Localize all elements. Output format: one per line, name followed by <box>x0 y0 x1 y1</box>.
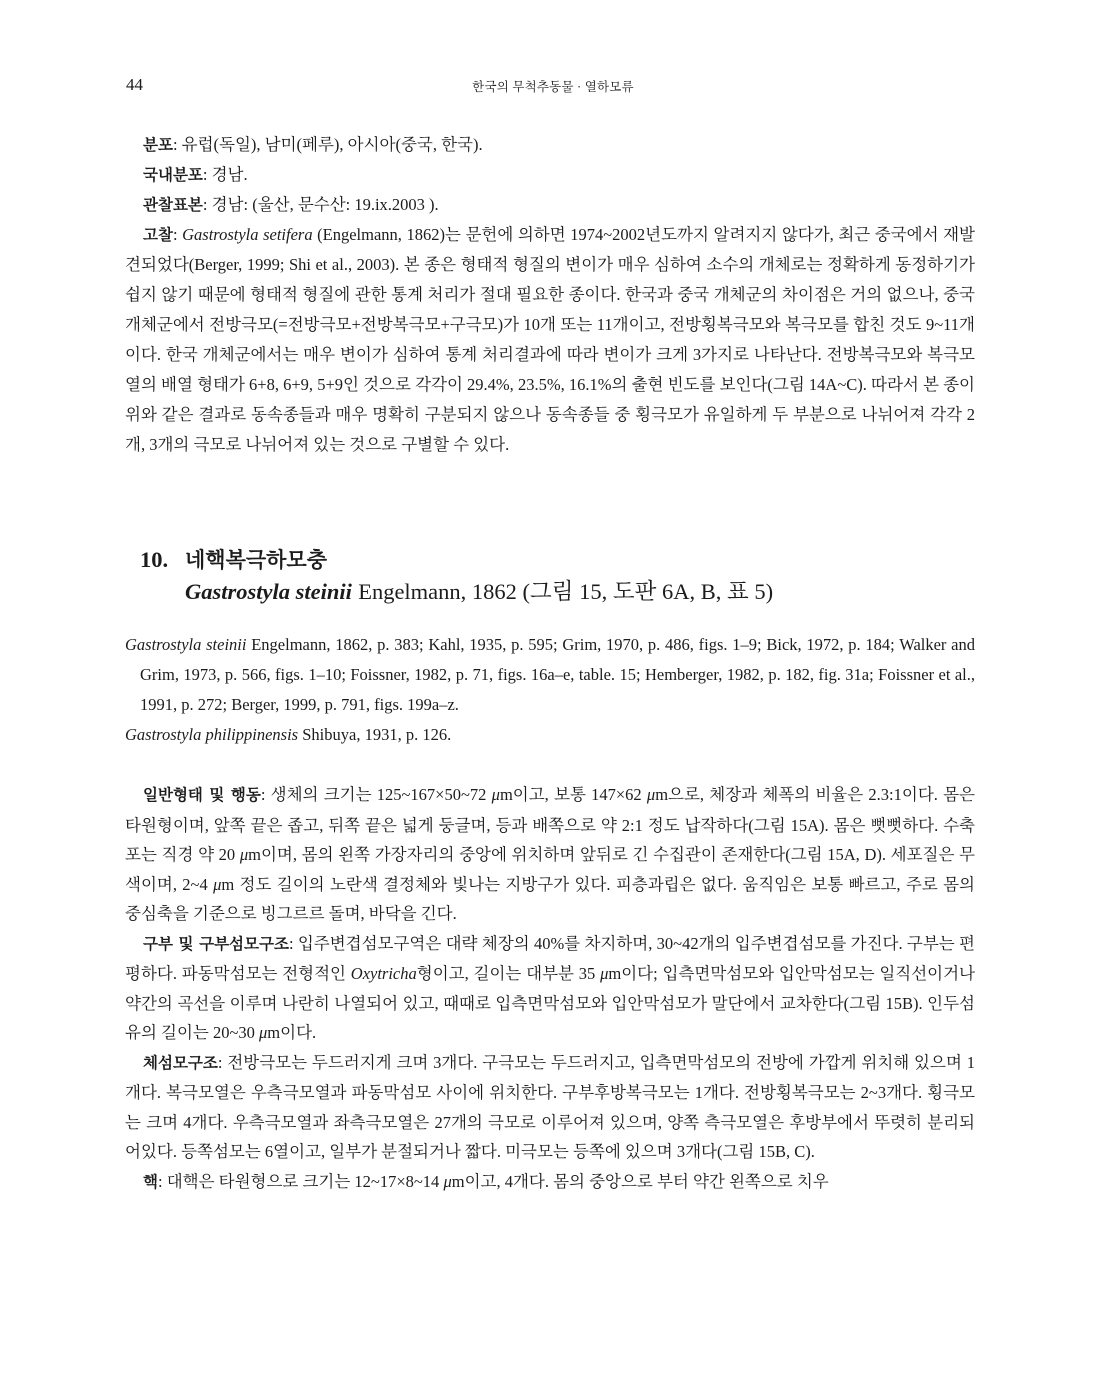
species-heading <box>125 544 975 608</box>
text-run: m이고, 보통 147×62 <box>499 785 647 804</box>
section-label: 핵 <box>143 1172 158 1191</box>
distribution-paragraph <box>125 130 975 160</box>
oral-apparatus-paragraph <box>125 929 975 1048</box>
section-label: 구부 및 구부섬모구조 <box>143 934 289 953</box>
italic-text: μ <box>443 1171 452 1191</box>
previous-species-section <box>125 130 975 460</box>
page-body <box>125 130 975 1197</box>
text-run: Shibuya, 1931, p. 126. <box>298 725 452 744</box>
section-label: 고찰 <box>143 226 173 244</box>
text-run: 형이고, 길이는 대부분 35 <box>416 964 601 983</box>
synonymy-entry <box>125 720 975 750</box>
text-run: Engelmann, 1862, p. 383; Kahl, 1935, p. 595; Grim, 1970, p. 486, figs. 1–9; Bick, 1972, p. 184; Walker and Grim, 1973, p. 566, figs. 1–10; Foissner, 1982, p. 71, figs. 16a–e, table. 15; Hemberger, 1982, p. 182, fig. 31a; Foissner et al., 1991, p. 272; Berger, 1999, p. 791, figs. 199a–z. <box>140 635 975 714</box>
section-label: 체섬모구조 <box>143 1053 218 1072</box>
italic-text: Gastrostyla philippinensis <box>125 725 299 744</box>
text-run: (Engelmann, 1862)는 문헌에 의하면 1974~2002년도까지 알려지지 않다가, 최근 중국에서 재발견되었다(Berger, 1999; Shi et al., 2003). 본 종은 형태적 형질의 변이가 매우 심하여 소수의 개체로는 정확하게 동정하기가 쉽지 않기 때문에 형태적 형질에 관한 통계 처리가 절대 필요한 종이다. 한국과 중국 개체군의 차이점은 거의 없으나, 중국 개체군에서 전방극모(=전방극모+전방복극모+구극모)가 10개 또는 11개이고, 전방횡복극모와 복극모를 합친 것도 9~11개이다. 한국 개체군에서는 매우 변이가 심하여 통계 처리결과에 따라 변이가 크게 3가지로 나타난다. 전방복극모와 복극모열의 배열 형태가 6+8, 6+9, 5+9인 것으로 각각이 29.4%, 23.5%, 16.1%의 출현 빈도를 보인다(그림 14A~C). 따라서 본 종이 위와 같은 결과로 동속종들과 매우 명확히 구분되지 않으나 동속종들 중 횡극모가 유일하게 두 부분으로 나뉘어져 각각 2개, 3개의 극모로 나뉘어져 있는 것으로 구별할 수 있다. <box>125 225 975 454</box>
scientific-name: Gastrostyla steinii <box>185 579 352 604</box>
italic-text: Oxytricha <box>350 964 417 983</box>
species-entry <box>125 544 975 1197</box>
text-run: : 대핵은 타원형으로 크기는 12~17×8~14 <box>157 1171 444 1191</box>
species-number: 10. <box>140 547 169 572</box>
species-description <box>125 780 975 1197</box>
text-run: : <box>172 225 183 244</box>
general-morphology-paragraph <box>125 780 975 929</box>
remarks-paragraph <box>125 220 975 460</box>
text-run: : 경남: (울산, 문수산: 19.ix.2003 ). <box>202 195 439 214</box>
running-header: 한국의 무척추동물 · 열하모류 <box>472 80 634 94</box>
text-run: m이며, 몸의 왼쪽 가장자리의 중앙에 위치하며 앞뒤로 긴 수집관이 존재한다(그림 15A, D). 세포질은 무색이며, 2~4 <box>125 845 975 894</box>
text-run: m이다; 입측면막섬모와 입안막섬모는 일직선이거나 약간의 곡선을 이루며 나란히 나열되어 있고, 때때로 입측면막섬모와 입안막섬모가 말단에서 교차한다(그림 15B). 인두섬유의 길이는 20~30 <box>125 964 975 1042</box>
synonymy-entry <box>125 630 975 720</box>
italic-text: μ <box>239 845 249 864</box>
italic-text: Gastrostyla setifera <box>182 225 313 244</box>
italic-text: μ <box>259 1023 268 1042</box>
text-run: : 생체의 크기는 125~167×50~72 <box>260 785 492 804</box>
text-run: m이다. <box>267 1023 317 1042</box>
text-run: : 유럽(독일), 남미(페루), 아시아(중국, 한국). <box>172 135 483 154</box>
italic-text: μ <box>646 785 656 804</box>
korean-distribution-paragraph <box>125 160 975 190</box>
specimens-paragraph <box>125 190 975 220</box>
italic-text: μ <box>213 874 222 894</box>
korean-name: 네핵복극하모충 <box>185 548 328 572</box>
italic-text: Gastrostyla steinii <box>125 635 247 654</box>
section-label: 관찰표본 <box>143 196 203 214</box>
text-run: m으로, 체장과 체폭의 비율은 2.3:1이다. 몸은 타원형이며, 앞쪽 끝은 좁고, 뒤쪽 끝은 넓게 둥글며, 등과 배쪽으로 약 2:1 정도 납작하다(그림 15A). 몸은 뻣뻣하다. 수축포는 직경 약 20 <box>125 785 975 864</box>
section-label: 분포 <box>143 136 173 154</box>
text-run: : 입주변겹섬모구역은 대략 체장의 40%를 차지하며, 30~42개의 입주변겹섬모를 가진다. 구부는 편평하다. 파동막섬모는 전형적인 <box>125 933 975 983</box>
heading-korean-line <box>125 544 975 576</box>
section-label: 국내분포 <box>143 166 203 184</box>
heading-scientific-line <box>125 576 975 608</box>
nuclear-apparatus-paragraph <box>125 1167 975 1198</box>
section-label: 일반형태 및 행동 <box>143 786 261 804</box>
italic-text: μ <box>491 785 500 804</box>
italic-text: μ <box>600 964 609 983</box>
text-run: : 전방극모는 두드러지게 크며 3개다. 구극모는 두드러지고, 입측면막섬모의 전방에 가깝게 위치해 있으며 1개다. 복극모열은 우측극모열과 파동막섬모 사이에 위치한다. 구부후방복극모는 1개다. 전방횡복극모는 2~3개다. 횡극모는 크며 4개다. 우측극모열과 좌측극모열은 27개의 극모로 이루어져 있으며, 양쪽 측극모열은 후방부에서 뚜렷히 분리되어있다. 등쪽섬모는 6열이고, 일부가 분절되거나 짧다. 미극모는 등쪽에 있으며 3개다(그림 15B, C). <box>125 1052 975 1161</box>
text-run: m이고, 4개다. 몸의 중앙으로 부터 약간 왼쪽으로 치우 <box>451 1171 829 1191</box>
synonymy-list <box>125 630 975 750</box>
text-run: m 정도 길이의 노란색 결정체와 빛나는 지방구가 있다. 피층과립은 없다. 움직임은 보통 빠르고, 주로 몸의 중심축을 기준으로 빙그르르 돌며, 바닥을 긴다. <box>125 874 975 923</box>
authority-and-references: Engelmann, 1862 (그림 15, 도판 6A, B, 표 5) <box>358 579 774 604</box>
page-number: 44 <box>126 75 143 94</box>
somatic-ciliature-paragraph <box>125 1048 975 1167</box>
text-run: : 경남. <box>202 165 248 184</box>
